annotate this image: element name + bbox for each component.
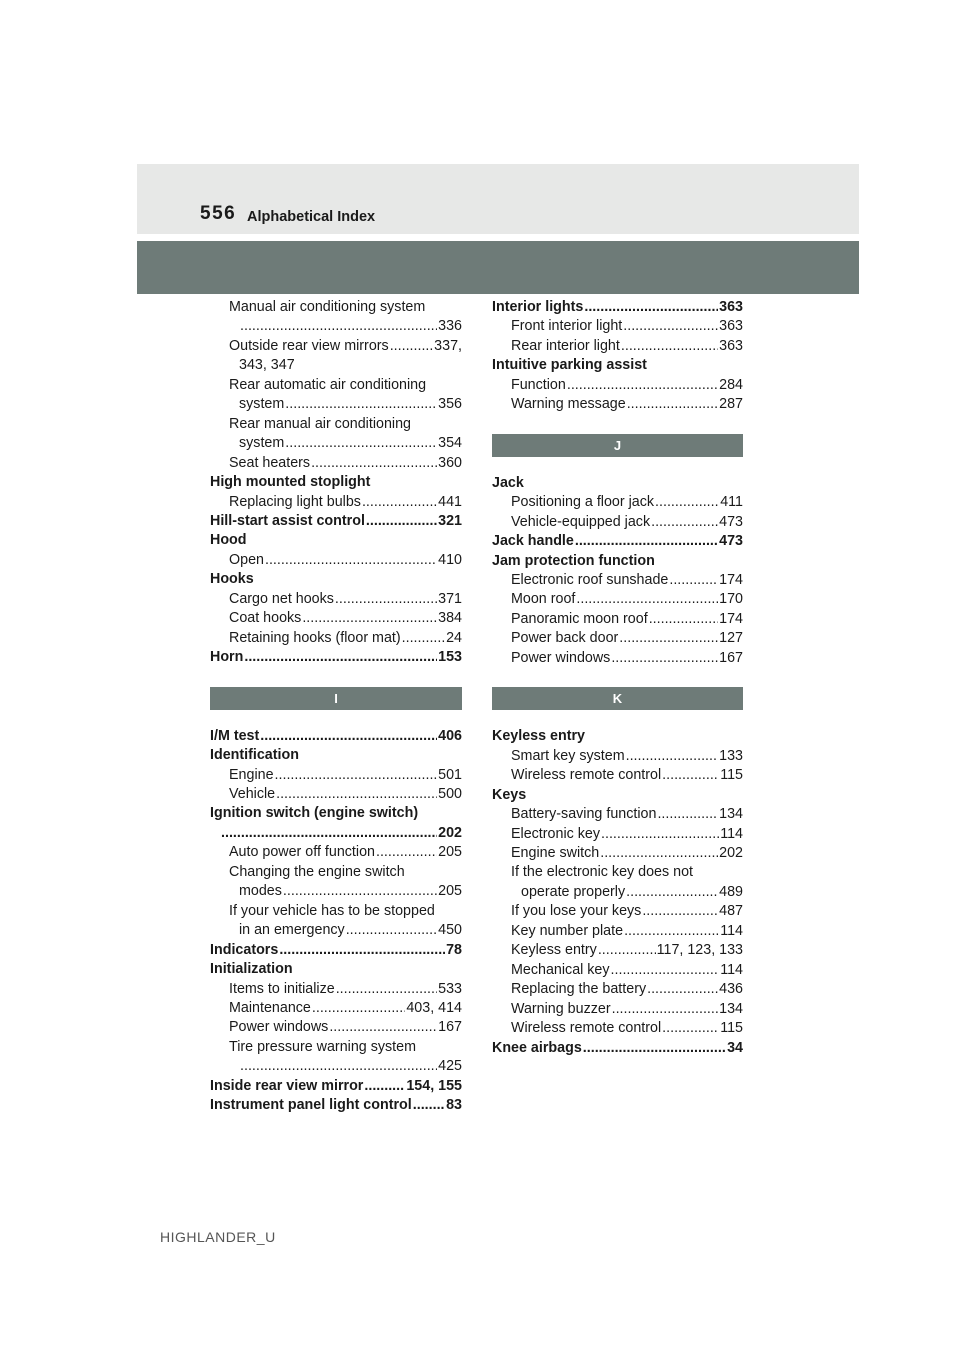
index-entry: Power windows ..... 167	[210, 1018, 462, 1037]
index-entry: Indicators ..... 78	[210, 941, 462, 960]
index-entry: Maintenance ..... 403, 414	[210, 999, 462, 1018]
index-entry: Outside rear view mirrors ..... 337,	[210, 337, 462, 356]
index-column-left	[210, 298, 462, 1116]
index-entry: If your vehicle has to be stopped	[229, 902, 435, 919]
index-heading: Keyless entry	[492, 728, 585, 745]
index-entry: Front interior light ..... 363	[492, 317, 743, 336]
index-entry: Engine switch ..... 202	[492, 844, 743, 863]
index-heading: Jam protection function	[492, 552, 655, 569]
section-letter-i: I	[210, 687, 462, 710]
index-entry: system ..... 356	[210, 395, 462, 414]
page-number: 556	[200, 203, 237, 224]
index-entry: Replacing light bulbs ..... 441	[210, 493, 462, 512]
index-entry: Items to initialize ..... 533	[210, 980, 462, 999]
index-heading: Hooks	[210, 571, 254, 588]
index-entry: Vehicle-equipped jack ..... 473	[492, 513, 743, 532]
index-entry: Warning message ..... 287	[492, 395, 743, 414]
index-heading: Initialization	[210, 961, 293, 978]
index-entry: system ..... 354	[210, 434, 462, 453]
index-entry: Rear automatic air conditioning	[229, 376, 427, 393]
index-entry: Positioning a floor jack ..... 411	[492, 493, 743, 512]
index-entry: operate properly ..... 489	[492, 883, 743, 902]
index-entry: Horn ..... 153	[210, 648, 462, 667]
index-heading: Ignition switch (engine switch)	[210, 805, 419, 822]
index-entry: ..... 336	[210, 317, 462, 336]
index-entry: Electronic key ..... 114	[492, 825, 743, 844]
index-entry: Panoramic moon roof ..... 174	[492, 610, 743, 629]
index-entry: Wireless remote control ..... 115	[492, 1019, 743, 1038]
index-entry: ..... 202	[210, 824, 462, 843]
index-entry: Keyless entry ..... 117, 123, 133	[492, 941, 743, 960]
index-entry: in an emergency ..... 450	[210, 921, 462, 940]
index-entry: Interior lights ..... 363	[492, 298, 743, 317]
index-heading: High mounted stoplight	[210, 474, 371, 491]
index-heading: Intuitive parking assist	[492, 357, 647, 374]
index-heading: Identification	[210, 747, 299, 764]
index-entry: ..... 425	[210, 1057, 462, 1076]
index-entry: Rear interior light ..... 363	[492, 337, 743, 356]
index-entry: Coat hooks ..... 384	[210, 609, 462, 628]
index-entry: If you lose your keys ..... 487	[492, 902, 743, 921]
index-entry: Power back door ..... 127	[492, 629, 743, 648]
index-entry: Tire pressure warning system	[229, 1038, 416, 1055]
index-heading: Keys	[492, 786, 527, 803]
index-entry: Vehicle ..... 500	[210, 785, 462, 804]
index-entry: Inside rear view mirror ..... 154, 155	[210, 1077, 462, 1096]
index-entry: Moon roof ..... 170	[492, 590, 743, 609]
header-bar	[137, 241, 859, 294]
index-entry: Replacing the battery ..... 436	[492, 980, 743, 999]
index-entry: Wireless remote control ..... 115	[492, 766, 743, 785]
index-entry: Retaining hooks (floor mat) ..... 24	[210, 629, 462, 648]
index-entry: Battery-saving function ..... 134	[492, 805, 743, 824]
index-entry: Instrument panel light control ..... 83	[210, 1096, 462, 1115]
index-column-right	[492, 298, 743, 1058]
index-entry: Engine ..... 501	[210, 766, 462, 785]
index-heading: Hood	[210, 532, 247, 549]
index-entry: Hill-start assist control ..... 321	[210, 512, 462, 531]
index-entry: If the electronic key does not	[511, 864, 693, 881]
footer-code: HIGHLANDER_U	[160, 1229, 276, 1245]
index-entry: Knee airbags ..... 34	[492, 1039, 743, 1058]
index-entry: Manual air conditioning system	[229, 299, 426, 315]
index-entry: Power windows ..... 167	[492, 649, 743, 668]
index-heading: Jack	[492, 474, 524, 491]
header-band	[137, 164, 859, 234]
index-entry: Key number plate ..... 114	[492, 922, 743, 941]
index-entry: Rear manual air conditioning	[229, 415, 411, 432]
index-entry: Warning buzzer ..... 134	[492, 1000, 743, 1019]
index-entry: modes ..... 205	[210, 882, 462, 901]
index-entry: Open ..... 410	[210, 551, 462, 570]
index-entry: 343, 347	[239, 357, 295, 374]
index-entry: I/M test ..... 406	[210, 727, 462, 746]
index-entry: Mechanical key ..... 114	[492, 961, 743, 980]
index-entry: Changing the engine switch	[229, 863, 405, 880]
index-entry: Seat heaters ..... 360	[210, 454, 462, 473]
index-entry: Function ..... 284	[492, 376, 743, 395]
index-entry: Smart key system ..... 133	[492, 747, 743, 766]
index-entry: Jack handle ..... 473	[492, 532, 743, 551]
index-entry: Electronic roof sunshade ..... 174	[492, 571, 743, 590]
section-letter-k: K	[492, 687, 743, 710]
index-entry: Cargo net hooks ..... 371	[210, 590, 462, 609]
index-entry: Auto power off function ..... 205	[210, 843, 462, 862]
page-title: Alphabetical Index	[247, 209, 376, 225]
section-letter-j: J	[492, 434, 743, 457]
